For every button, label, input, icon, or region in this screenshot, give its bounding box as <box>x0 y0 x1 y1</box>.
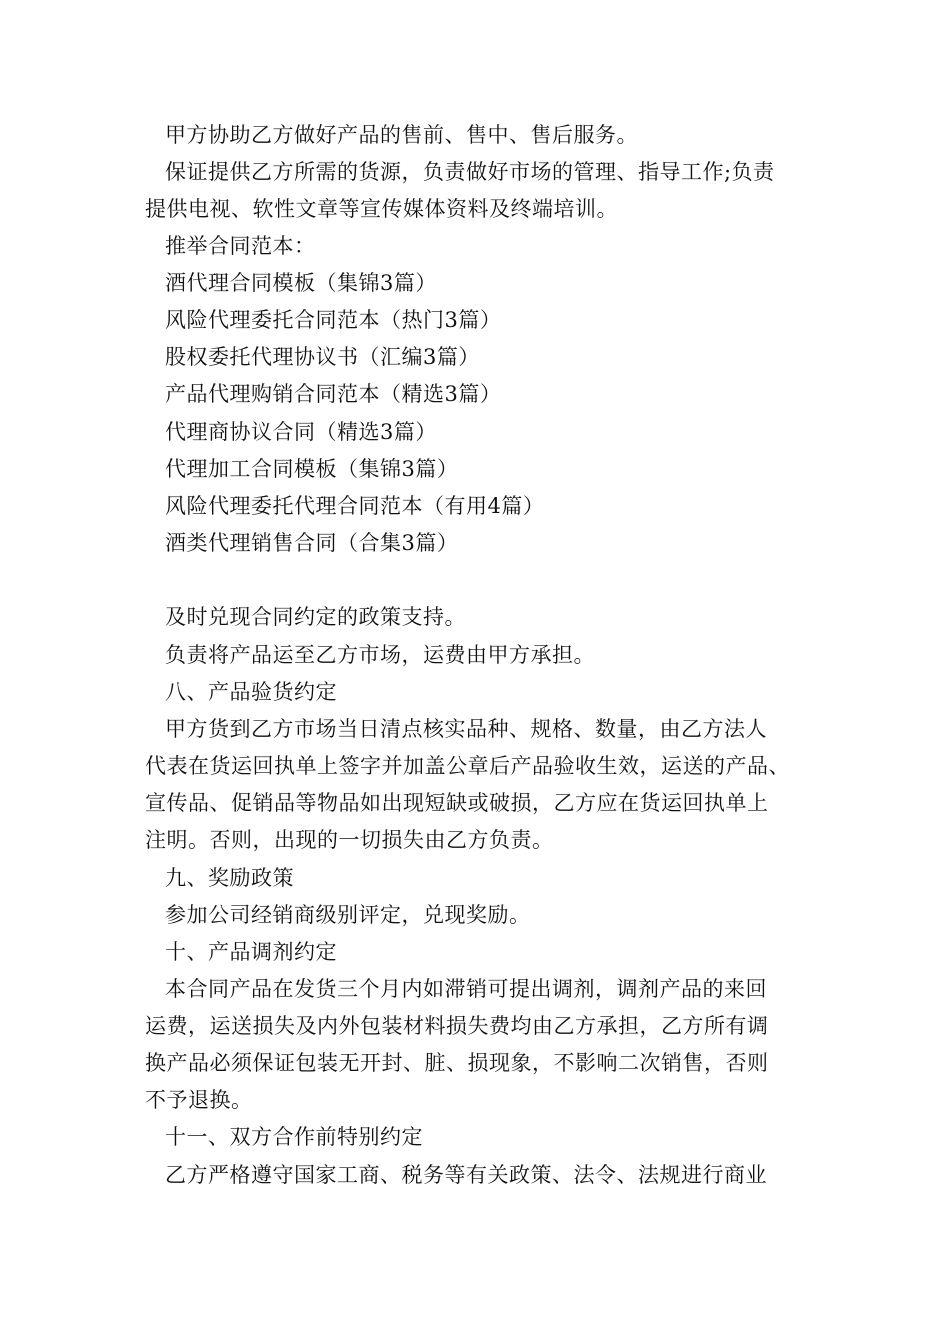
paragraph-line: 不予退换。 <box>145 1088 253 1112</box>
paragraph-line: 及时兑现合同约定的政策支持。 <box>165 605 466 629</box>
paragraph-line: 参加公司经销商级别评定，兑现奖励。 <box>165 903 531 927</box>
paragraph-line: 宣传品、促销品等物品如出现短缺或破损，乙方应在货运回执单上 <box>145 791 769 815</box>
recommended-contract-link[interactable]: 股权委托代理协议书（汇编3篇） <box>165 345 480 369</box>
paragraph-line: 换产品必须保证包装无开封、脏、损现象，不影响二次销售，否则 <box>145 1051 769 1075</box>
paragraph-line: 保证提供乙方所需的货源，负责做好市场的管理、指导工作;负责 <box>165 160 775 184</box>
paragraph-line: 乙方严格遵守国家工商、税务等有关政策、法令、法规进行商业 <box>165 1163 767 1187</box>
recommended-contract-link[interactable]: 代理加工合同模板（集锦3篇） <box>165 457 459 481</box>
paragraph-line: 运费，运送损失及内外包装材料损失费均由乙方承担，乙方所有调 <box>145 1014 769 1038</box>
section-heading: 十一、双方合作前特别约定 <box>165 1125 423 1149</box>
recommended-contract-link[interactable]: 产品代理购销合同范本（精选3篇） <box>165 382 502 406</box>
paragraph-line: 甲方货到乙方市场当日清点核实品种、规格、数量，由乙方法人 <box>165 717 767 741</box>
paragraph-line: 甲方协助乙方做好产品的售前、售中、售后服务。 <box>165 123 638 147</box>
paragraph-line: 注明。否则，出现的一切损失由乙方负责。 <box>145 828 554 852</box>
paragraph-line: 代表在货运回执单上签字并加盖公章后产品验收生效，运送的产品、 <box>145 754 790 778</box>
recommended-contract-link[interactable]: 酒代理合同模板（集锦3篇） <box>165 271 437 295</box>
recommended-contract-link[interactable]: 风险代理委托代理合同范本（有用4篇） <box>165 494 545 518</box>
paragraph-line: 提供电视、软性文章等宣传媒体资料及终端培训。 <box>145 197 618 221</box>
paragraph-line: 推举合同范本： <box>165 234 316 258</box>
recommended-contract-link[interactable]: 风险代理委托合同范本（热门3篇） <box>165 308 502 332</box>
section-heading: 十、产品调剂约定 <box>165 940 337 964</box>
section-heading: 九、奖励政策 <box>165 866 294 890</box>
recommended-contract-link[interactable]: 酒类代理销售合同（合集3篇） <box>165 531 459 555</box>
paragraph-line: 负责将产品运至乙方市场，运费由甲方承担。 <box>165 643 595 667</box>
recommended-contract-link[interactable]: 代理商协议合同（精选3篇） <box>165 420 437 444</box>
section-heading: 八、产品验货约定 <box>165 680 337 704</box>
paragraph-line: 本合同产品在发货三个月内如滞销可提出调剂，调剂产品的来回 <box>165 977 767 1001</box>
